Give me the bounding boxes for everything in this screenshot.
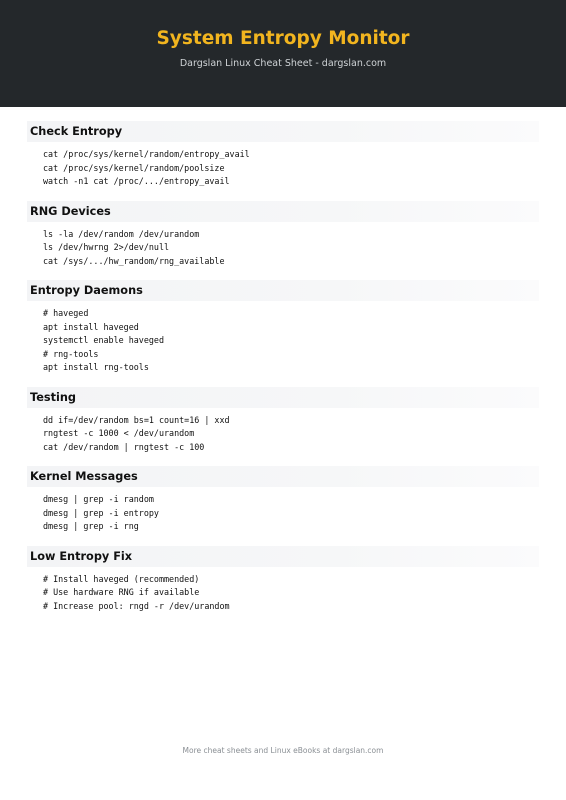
section-entropy-daemons <box>27 280 539 375</box>
command-line: cat /sys/.../hw_random/rng_available <box>43 255 225 266</box>
command-line: apt install haveged <box>43 321 139 332</box>
command-line: ls -la /dev/random /dev/urandom <box>43 228 200 239</box>
command-line: apt install rng-tools <box>43 362 149 372</box>
section-heading: Check Entropy <box>27 121 539 142</box>
command-line: dd if=/dev/random bs=1 count=16 | xxd <box>43 414 230 425</box>
page-subtitle: Dargslan Linux Cheat Sheet - dargslan.com <box>179 58 387 69</box>
page-title: System Entropy Monitor <box>156 28 410 49</box>
section-heading: Testing <box>27 387 539 408</box>
command-line: # rng-tools <box>43 348 99 359</box>
section-rng-devices <box>27 201 539 269</box>
section-check-entropy <box>27 121 539 189</box>
command-line: cat /dev/random | rngtest -c 100 <box>43 441 205 452</box>
command-line: dmesg | grep -i entropy <box>43 507 159 518</box>
command-line: dmesg | grep -i rng <box>43 521 139 531</box>
section-heading: Entropy Daemons <box>27 280 539 301</box>
section-heading: RNG Devices <box>27 201 539 222</box>
section-heading: Kernel Messages <box>27 466 539 487</box>
command-line: # haveged <box>43 308 89 318</box>
command-line: # Install haveged (recommended) <box>43 573 200 584</box>
section-kernel-messages <box>27 466 539 534</box>
page-footer: More cheat sheets and Linux eBooks at dargslan.com <box>182 746 384 755</box>
command-line: watch -n1 cat /proc/.../entropy_avail <box>43 176 230 186</box>
command-line: rngtest -c 1000 < /dev/urandom <box>43 428 195 438</box>
section-testing <box>27 387 539 455</box>
cheat-sheet-content <box>27 121 539 625</box>
command-line: ls /dev/hwrng 2>/dev/null <box>43 242 170 252</box>
command-line: cat /proc/sys/kernel/random/entropy_avail <box>43 149 250 159</box>
command-line: systemctl enable haveged <box>43 335 165 345</box>
command-line: # Use hardware RNG if available <box>43 587 200 597</box>
page-header <box>0 0 566 107</box>
section-heading: Low Entropy Fix <box>27 546 539 567</box>
command-line: cat /proc/sys/kernel/random/poolsize <box>43 162 225 173</box>
command-line: # Increase pool: rngd -r /dev/urandom <box>43 600 230 611</box>
command-line: dmesg | grep -i random <box>43 494 154 504</box>
section-low-entropy-fix <box>27 546 539 614</box>
